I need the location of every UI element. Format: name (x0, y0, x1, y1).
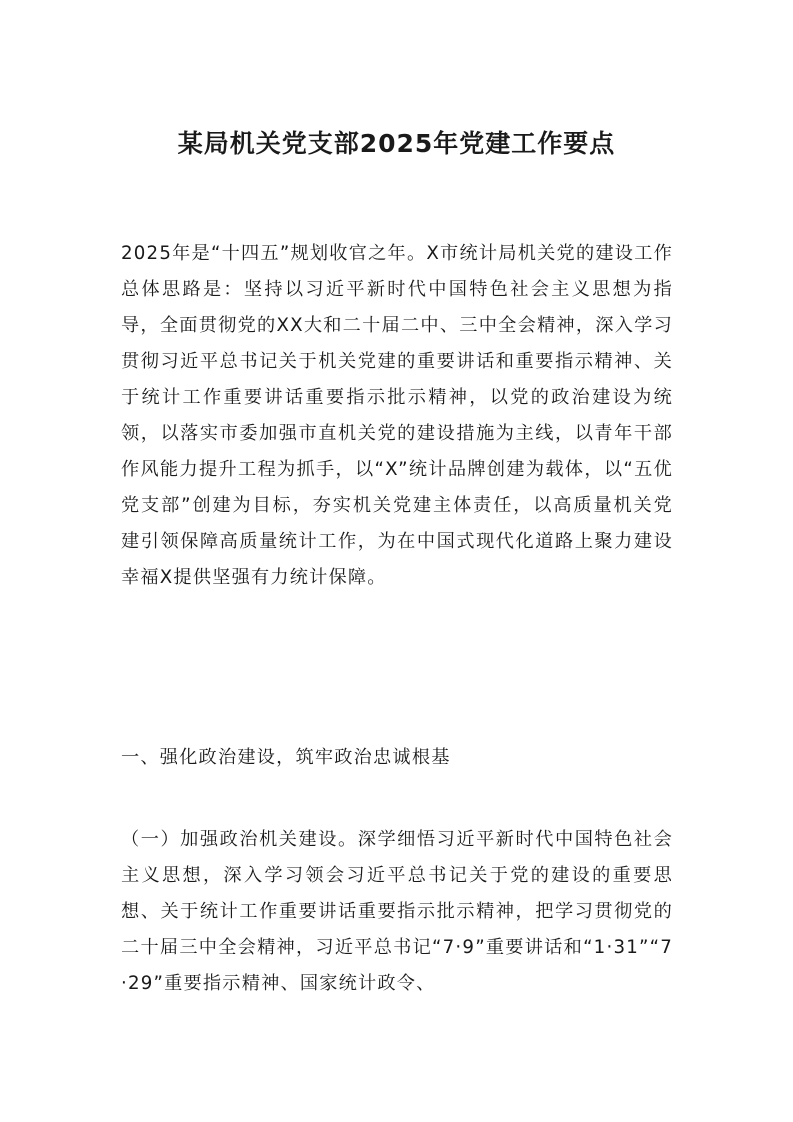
intro-paragraph: 2025年是“十四五”规划收官之年。X市统计局机关党的建设工作总体思路是：坚持以习近平新时代中国特色社会主义思想为指导，全面贯彻党的XX大和二十届二中、三中全会精神，深入学习贯彻习近平总书记关于机关党建的重要讲话和重要指示精神、关于统计工作重要讲话重要指示批示精神，以党的政治建设为统领，以落实市委加强市直机关党的建设措施为主线，以青年干部作风能力提升工程为抓手，以“X”统计品牌创建为载体，以“五优党支部”创建为目标，夯实机关党建主体责任，以高质量机关党建引领保障高质量统计工作，为在中国式现代化道路上聚力建设幸福X提供坚强有力统计保障。 (121, 243, 673, 588)
section-paragraph: （一）加强政治机关建设。深学细悟习近平新时代中国特色社会主义思想，深入学习领会习近平总书记关于党的建设的重要思想、关于统计工作重要讲话重要指示批示精神，把学习贯彻党的二十届三中全会精神，习近平总书记“7·9”重要讲话和“1·31”“7·29”重要指示精神、国家统计政令、 (121, 829, 673, 994)
document-title: 某局机关党支部2025年党建工作要点 (177, 129, 616, 158)
section-heading: 一、强化政治建设，筑牢政治忠诚根基 (121, 747, 451, 768)
